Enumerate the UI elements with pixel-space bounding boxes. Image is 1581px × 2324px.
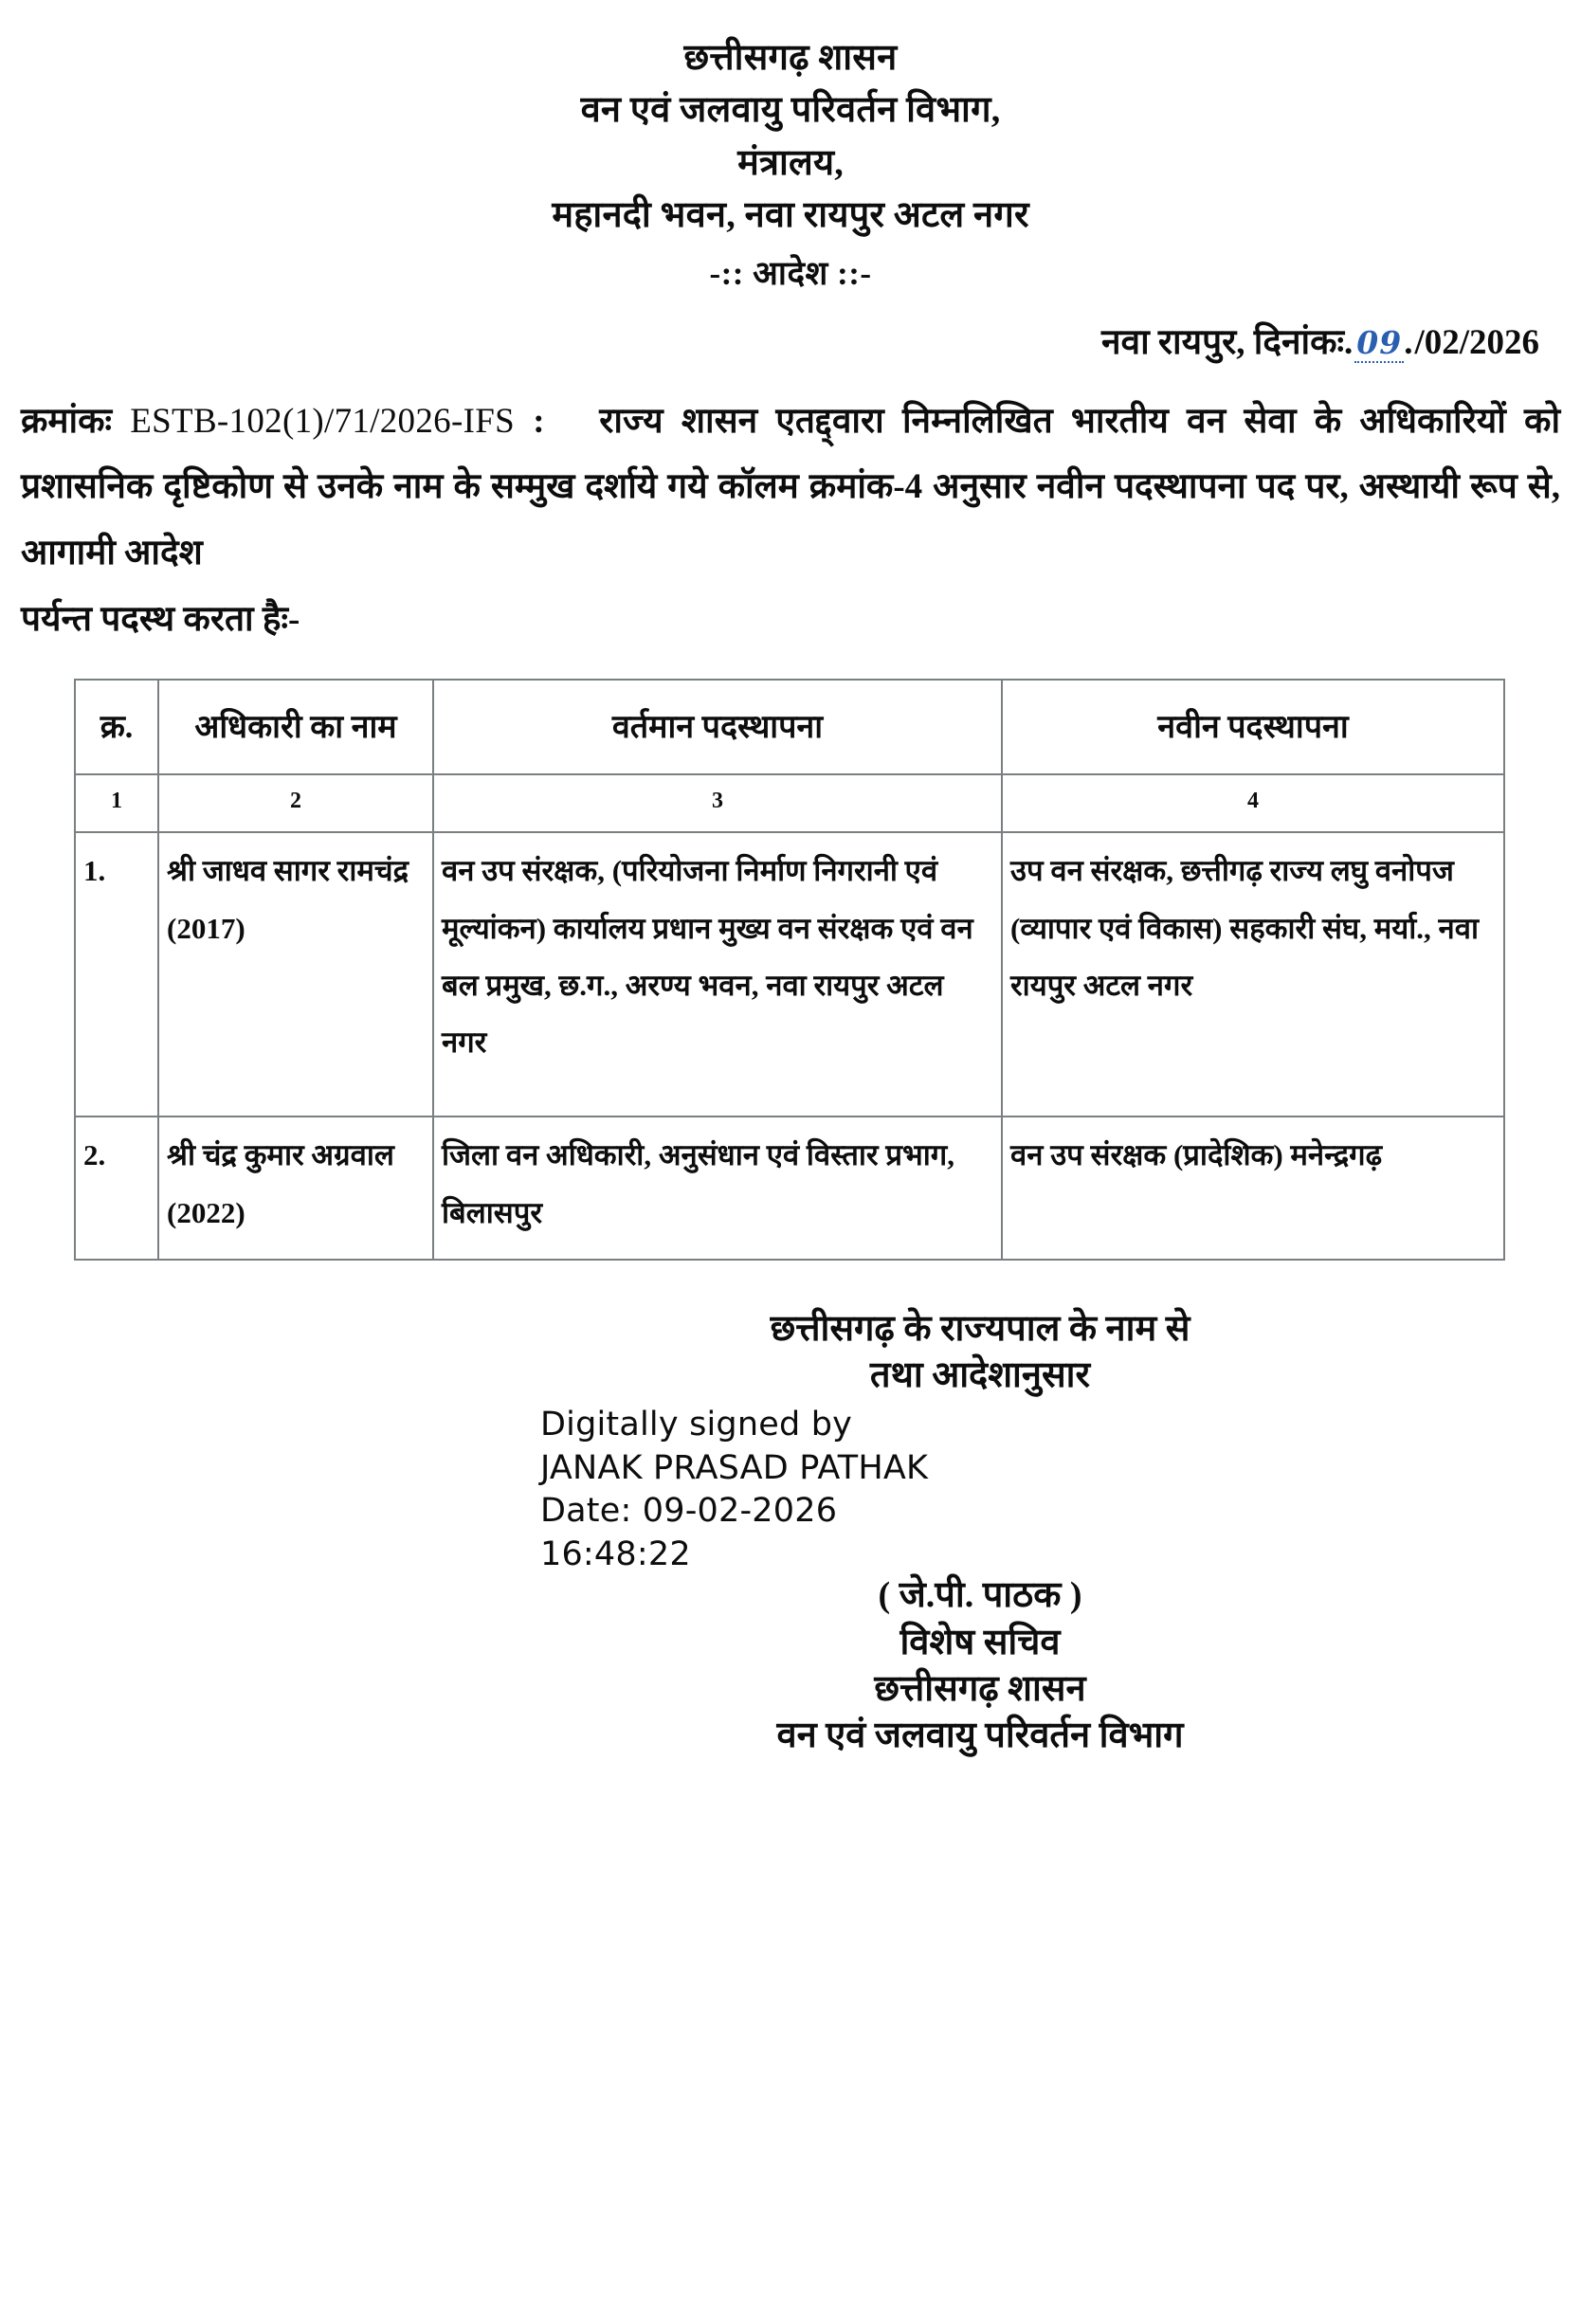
order-title: -:: आदेश ::- — [709, 254, 872, 292]
row-1-serial: 1. — [75, 832, 158, 1117]
table-header-row — [75, 680, 1504, 774]
place-and-date-line — [0, 316, 1581, 364]
reference-number: ESTB-102(1)/71/2026-IFS — [130, 401, 515, 441]
date-dots-right: . — [1404, 322, 1415, 362]
signer-name: JANAK PRASAD PATHAK — [540, 1448, 929, 1487]
signatory-government: छत्तीसगढ़ शासन — [874, 1668, 1086, 1709]
posting-table-container — [74, 679, 1543, 1261]
row-2-current-posting: जिला वन अधिकारी, अनुसंधान एवं विस्तार प्रभाग, बिलासपुर — [433, 1117, 1002, 1260]
authority-line-2: तथा आदेशानुसार — [869, 1354, 1091, 1395]
row-1-new-posting: उप वन संरक्षक, छत्तीगढ़ राज्य लघु वनोपज (व्यापार एवं विकास) सहकारी संघ, मर्या., नवा रायपुर अटल नगर — [1002, 832, 1504, 1117]
order-body-paragraph — [21, 389, 1560, 587]
reference-label: क्रमांकः — [21, 401, 113, 441]
signatory-department: वन एवं जलवायु परिवर्तन विभाग — [776, 1716, 1184, 1756]
signatory-short-name: ( जे.पी. पाठक ) — [878, 1575, 1082, 1616]
th-serial: क्र. — [75, 680, 158, 774]
row-2-serial: 2. — [75, 1117, 158, 1260]
row-1-officer-name: श्री जाधव सागर रामचंद्र (2017) — [158, 832, 433, 1117]
signatory-designation: विशेष सचिव — [900, 1622, 1061, 1662]
signature-block — [0, 1306, 1581, 1760]
signed-time: 16:48:22 — [540, 1534, 691, 1573]
column-number-row — [75, 774, 1504, 832]
date-suffix: /02/2026 — [1414, 322, 1539, 362]
body-text: राज्य शासन एतद्द्वारा निम्नलिखित भारतीय वन सेवा के अधिकारियों को प्रशासनिक दृष्टिकोण से उनके नाम के सम्मुख दर्शाये गये कॉलम क्रमांक-4 अनुसार नवीन पदस्थापना पद पर, अस्थायी रूप से, आगामी आदेश — [21, 401, 1561, 572]
reference-colon: : — [533, 401, 545, 441]
date-dots-left: . — [1344, 322, 1355, 362]
table-row — [75, 832, 1504, 1117]
signed-date: Date: 09-02-2026 — [540, 1492, 838, 1531]
authority-line-1: छत्तीसगढ़ के राज्यपाल के नाम से — [770, 1308, 1190, 1349]
colnum-3: 3 — [433, 774, 1002, 832]
order-body-last-line: पर्यन्त पदस्थ करता हैः- — [21, 599, 300, 639]
posting-table — [74, 679, 1505, 1261]
digitally-signed-by-label: Digitally signed by — [540, 1406, 853, 1444]
row-1-current-posting: वन उप संरक्षक, (परियोजना निर्माण निगरानी एवं मूल्यांकन) कार्यालय प्रधान मुख्य वन संरक्षक एवं वन बल प्रमुख, छ.ग., अरण्य भवन, नवा रायपुर अटल नगर — [433, 832, 1002, 1117]
table-header — [75, 680, 1504, 774]
row-2-new-posting: वन उप संरक्षक (प्रादेशिक) मनेन्द्रगढ़ — [1002, 1117, 1504, 1260]
signatory-details — [379, 1572, 1581, 1760]
colnum-1: 1 — [75, 774, 158, 832]
date-prefix: नवा रायपुर, दिनांकः — [1100, 322, 1344, 362]
th-officer-name: अधिकारी का नाम — [158, 680, 433, 774]
handwritten-day: 09 — [1356, 323, 1403, 361]
digital-signature-stamp — [379, 1404, 1581, 1576]
th-new-posting: नवीन पदस्थापना — [1002, 680, 1504, 774]
table-row — [75, 1117, 1504, 1260]
row-2-officer-name: श्री चंद्र कुमार अग्रवाल (2022) — [158, 1117, 433, 1260]
th-current-posting: वर्तमान पदस्थापना — [433, 680, 1002, 774]
header-line-department: वन एवं जलवायु परिवर्तन विभाग, — [580, 90, 1001, 131]
table-body — [75, 774, 1504, 1260]
header-line-address: महानदी भवन, नवा रायपुर अटल नगर — [552, 195, 1029, 236]
header-line-ministry: मंत्रालय, — [737, 142, 844, 183]
colnum-2: 2 — [158, 774, 433, 832]
header-line-government: छत्तीसगढ़ शासन — [683, 38, 898, 78]
colnum-4: 4 — [1002, 774, 1504, 832]
document-header — [0, 0, 1581, 295]
